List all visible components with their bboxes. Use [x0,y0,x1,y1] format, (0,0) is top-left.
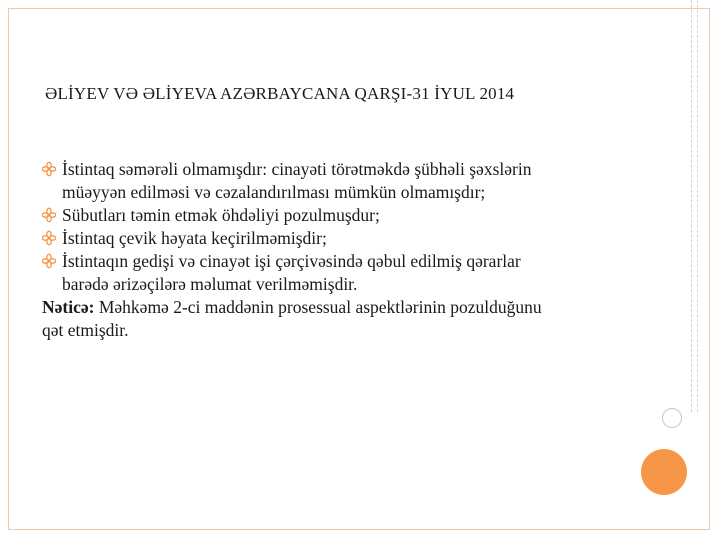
bullet-flower-icon [42,206,56,224]
slide-title: ƏLİYEV VƏ ƏLİYEVA AZƏRBAYCANA QARŞI-31 İYUL 2014 [45,84,515,103]
bullet-item [42,204,642,227]
conclusion-label: Nəticə: [42,297,95,317]
bullet-line: İstintaqın gedişi və cinayət işi çərçivəsində qəbul edilmiş qərarlar [62,251,521,271]
bullet-flower-icon [42,160,56,178]
bullet-line: barədə ərizəçilərə məlumat verilməmişdir. [62,274,358,294]
conclusion-line: qət etmişdir. [42,320,129,340]
bullet-line: İstintaq səmərəli olmamışdır: cinayəti törətməkdə şübhəli şəxslərin [62,159,532,179]
conclusion [42,296,642,342]
decorative-dashed-line [691,0,692,412]
conclusion-line [42,296,642,319]
bullet-flower-icon [42,252,56,270]
bullet-item [42,250,642,296]
bullet-line: müəyyən edilməsi və cəzalandırılması mümkün olmamışdır; [62,182,486,202]
slide-content [42,158,642,342]
bullet-item [42,158,642,204]
decorative-small-circle [662,408,682,428]
bullet-item [42,227,642,250]
decorative-orange-circle [641,449,687,495]
decorative-dashed-line-2 [697,0,698,412]
bullet-line: İstintaq çevik həyata keçirilməmişdir; [62,228,327,248]
bullet-line: Sübutları təmin etmək öhdəliyi pozulmuşdur; [62,205,380,225]
conclusion-text: Məhkəmə 2-ci maddənin prosessual aspektlərinin pozulduğunu [94,297,542,317]
bullet-flower-icon [42,229,56,247]
